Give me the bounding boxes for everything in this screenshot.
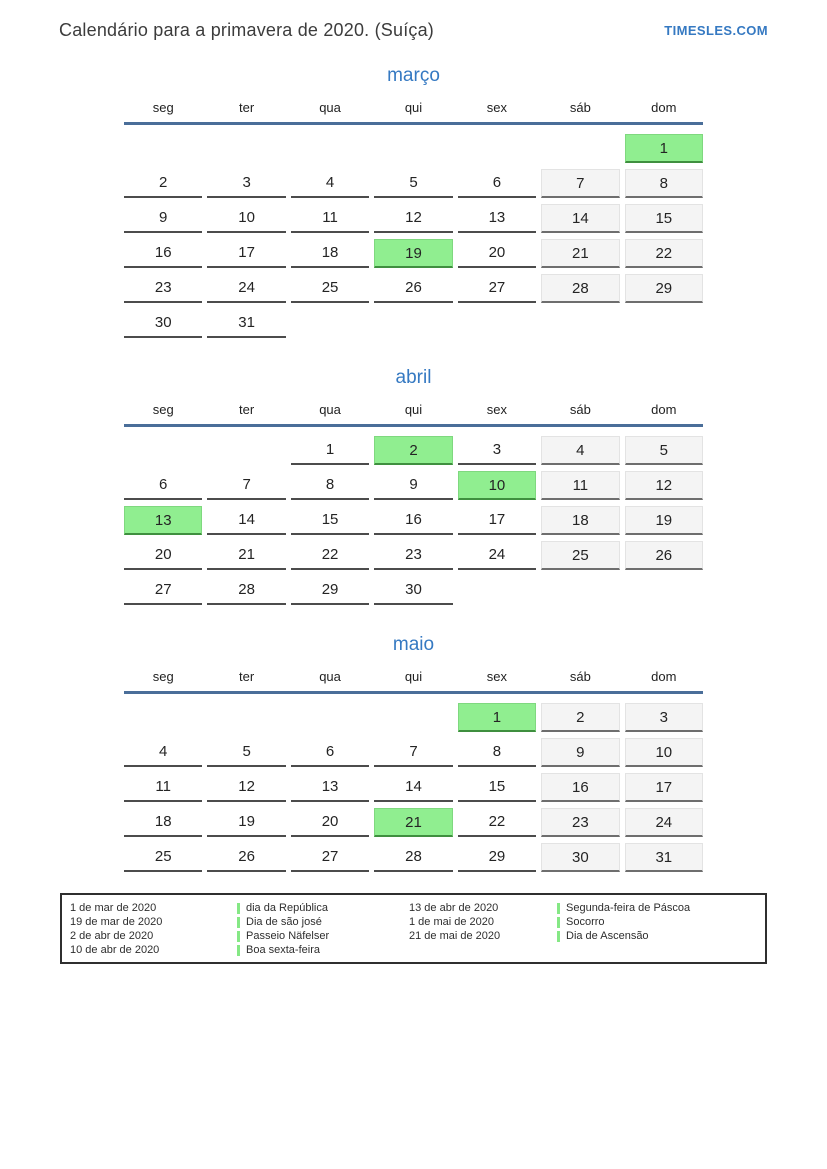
day-cell: 10: [207, 204, 285, 233]
header: [0, 0, 827, 41]
empty-cell: [207, 703, 285, 732]
legend-date: 1 de mar de 2020: [70, 901, 157, 914]
month-title: maio: [392, 634, 435, 655]
day-cell: 18: [124, 808, 202, 837]
day-cell: 30: [541, 843, 619, 872]
day-cell: 30: [124, 309, 202, 338]
legend-names-column: [557, 901, 765, 957]
day-cell: 1: [291, 436, 369, 465]
holiday-day-cell: 1: [625, 134, 703, 163]
weekday-header-row: [124, 100, 703, 125]
empty-cell: [374, 134, 452, 163]
week-row: [124, 773, 703, 802]
empty-cell: [207, 134, 285, 163]
empty-cell: [291, 134, 369, 163]
day-cell: 23: [374, 541, 452, 570]
week-row: [124, 239, 703, 268]
day-cell: 8: [458, 738, 536, 767]
day-cell: 4: [541, 436, 619, 465]
day-cell: 4: [124, 738, 202, 767]
day-cell: 27: [124, 576, 202, 605]
day-cell: 3: [207, 169, 285, 198]
weekday-label: ter: [239, 669, 255, 684]
legend-dates-column: [409, 901, 557, 957]
day-cell: 9: [124, 204, 202, 233]
day-cell: 20: [124, 541, 202, 570]
day-cell: 12: [207, 773, 285, 802]
day-cell: 15: [625, 204, 703, 233]
day-cell: 15: [458, 773, 536, 802]
week-row: [124, 506, 703, 535]
legend-date: 10 de abr de 2020: [70, 943, 160, 956]
day-cell: 28: [207, 576, 285, 605]
holiday-day-cell: 13: [124, 506, 202, 535]
day-cell: 8: [625, 169, 703, 198]
day-cell: 18: [541, 506, 619, 535]
day-cell: 12: [374, 204, 452, 233]
weekday-label: sáb: [569, 100, 591, 115]
day-cell: 21: [541, 239, 619, 268]
day-cell: 28: [374, 843, 452, 872]
day-cell: 11: [541, 471, 619, 500]
week-row: [124, 843, 703, 872]
day-cell: 14: [374, 773, 452, 802]
day-cell: 22: [625, 239, 703, 268]
week-row: [124, 169, 703, 198]
holiday-day-cell: 19: [374, 239, 452, 268]
day-cell: 11: [124, 773, 202, 802]
weekday-label: qua: [319, 669, 341, 684]
week-row: [124, 274, 703, 303]
weeks-grid: [124, 427, 703, 605]
day-cell: 27: [291, 843, 369, 872]
day-cell: 9: [541, 738, 619, 767]
day-cell: 26: [374, 274, 452, 303]
day-cell: 3: [458, 436, 536, 465]
month-2: [124, 634, 703, 872]
day-cell: 13: [291, 773, 369, 802]
week-row: [124, 576, 703, 605]
weekday-header-row: [124, 669, 703, 694]
day-cell: 2: [541, 703, 619, 732]
empty-cell: [124, 134, 202, 163]
weekday-label: ter: [239, 100, 255, 115]
day-cell: 6: [124, 471, 202, 500]
day-cell: 24: [207, 274, 285, 303]
weekday-header-row: [124, 402, 703, 427]
legend-holiday-name: Passeio Näfelser: [237, 931, 409, 942]
day-cell: 3: [625, 703, 703, 732]
day-cell: 5: [207, 738, 285, 767]
weekday-label: sáb: [569, 402, 591, 417]
empty-cell: [374, 309, 452, 338]
day-cell: 2: [124, 169, 202, 198]
legend-holiday-name: Dia de Ascensão: [557, 931, 765, 942]
day-cell: 26: [625, 541, 703, 570]
legend-date: 2 de abr de 2020: [70, 929, 154, 942]
holiday-day-cell: 1: [458, 703, 536, 732]
day-cell: 25: [541, 541, 619, 570]
weekday-label: sáb: [569, 669, 591, 684]
day-cell: 4: [291, 169, 369, 198]
legend-holiday-name: Dia de são josé: [237, 917, 409, 928]
weekday-label: dom: [651, 669, 677, 684]
legend-date: 21 de mai de 2020: [409, 929, 501, 942]
legend-holiday-name: dia da República: [237, 903, 409, 914]
day-cell: 21: [207, 541, 285, 570]
empty-cell: [207, 436, 285, 465]
day-cell: 22: [458, 808, 536, 837]
empty-cell: [458, 576, 536, 605]
weekday-label: qui: [404, 100, 423, 115]
legend-date: 19 de mar de 2020: [70, 915, 163, 928]
week-row: [124, 808, 703, 837]
week-row: [124, 541, 703, 570]
empty-cell: [625, 309, 703, 338]
day-cell: 28: [541, 274, 619, 303]
weekday-label: seg: [152, 669, 174, 684]
weekday-label: sex: [486, 402, 508, 417]
week-row: [124, 703, 703, 732]
page-title: Calendário para a primavera de 2020. (Suíça): [59, 20, 435, 40]
empty-cell: [291, 703, 369, 732]
day-cell: 5: [374, 169, 452, 198]
empty-cell: [458, 134, 536, 163]
day-cell: 7: [541, 169, 619, 198]
legend-holiday-name: Socorro: [557, 917, 765, 928]
empty-cell: [541, 134, 619, 163]
day-cell: 6: [458, 169, 536, 198]
weeks-grid: [124, 125, 703, 338]
day-cell: 18: [291, 239, 369, 268]
day-cell: 14: [541, 204, 619, 233]
day-cell: 25: [124, 843, 202, 872]
day-cell: 29: [291, 576, 369, 605]
day-cell: 30: [374, 576, 452, 605]
month-0: [124, 65, 703, 338]
empty-cell: [541, 576, 619, 605]
empty-cell: [124, 436, 202, 465]
day-cell: 20: [291, 808, 369, 837]
day-cell: 24: [458, 541, 536, 570]
day-cell: 23: [124, 274, 202, 303]
day-cell: 15: [291, 506, 369, 535]
holiday-day-cell: 10: [458, 471, 536, 500]
legend-names-column: [237, 901, 409, 957]
legend-dates-column: [62, 901, 237, 957]
holiday-day-cell: 2: [374, 436, 452, 465]
day-cell: 11: [291, 204, 369, 233]
day-cell: 16: [541, 773, 619, 802]
month-title: abril: [395, 367, 432, 388]
day-cell: 31: [625, 843, 703, 872]
weekday-label: qui: [404, 669, 423, 684]
legend-date: 1 de mai de 2020: [409, 915, 495, 928]
weekday-label: qua: [319, 402, 341, 417]
weekday-label: dom: [651, 402, 677, 417]
day-cell: 5: [625, 436, 703, 465]
day-cell: 17: [625, 773, 703, 802]
legend-holiday-name: Segunda-feira de Páscoa: [557, 903, 765, 914]
empty-cell: [458, 309, 536, 338]
legend-date: 13 de abr de 2020: [409, 901, 499, 914]
week-row: [124, 309, 703, 338]
weekday-label: dom: [651, 100, 677, 115]
day-cell: 25: [291, 274, 369, 303]
empty-cell: [291, 309, 369, 338]
week-row: [124, 738, 703, 767]
day-cell: 19: [625, 506, 703, 535]
weekday-label: qui: [404, 402, 423, 417]
weekday-label: seg: [152, 402, 174, 417]
legend-box: [60, 893, 767, 964]
day-cell: 7: [207, 471, 285, 500]
calendars: [0, 65, 827, 872]
day-cell: 29: [625, 274, 703, 303]
week-row: [124, 134, 703, 163]
weekday-label: ter: [239, 402, 255, 417]
day-cell: 24: [625, 808, 703, 837]
day-cell: 31: [207, 309, 285, 338]
day-cell: 22: [291, 541, 369, 570]
day-cell: 27: [458, 274, 536, 303]
day-cell: 16: [124, 239, 202, 268]
day-cell: 12: [625, 471, 703, 500]
weekday-label: sex: [486, 669, 508, 684]
empty-cell: [541, 309, 619, 338]
holiday-day-cell: 21: [374, 808, 452, 837]
day-cell: 17: [207, 239, 285, 268]
day-cell: 19: [207, 808, 285, 837]
empty-cell: [374, 703, 452, 732]
week-row: [124, 204, 703, 233]
day-cell: 9: [374, 471, 452, 500]
day-cell: 26: [207, 843, 285, 872]
day-cell: 16: [374, 506, 452, 535]
weekday-label: sex: [486, 100, 508, 115]
day-cell: 14: [207, 506, 285, 535]
week-row: [124, 436, 703, 465]
day-cell: 13: [458, 204, 536, 233]
day-cell: 29: [458, 843, 536, 872]
legend-holiday-name: Boa sexta-feira: [237, 945, 409, 956]
empty-cell: [124, 703, 202, 732]
day-cell: 20: [458, 239, 536, 268]
day-cell: 7: [374, 738, 452, 767]
day-cell: 23: [541, 808, 619, 837]
weeks-grid: [124, 694, 703, 872]
day-cell: 6: [291, 738, 369, 767]
weekday-label: seg: [152, 100, 174, 115]
week-row: [124, 471, 703, 500]
day-cell: 17: [458, 506, 536, 535]
month-title: março: [387, 65, 440, 86]
day-cell: 10: [625, 738, 703, 767]
brand-link[interactable]: TIMESLES.COM: [664, 23, 768, 38]
weekday-label: qua: [319, 100, 341, 115]
day-cell: 8: [291, 471, 369, 500]
month-1: [124, 367, 703, 605]
empty-cell: [625, 576, 703, 605]
